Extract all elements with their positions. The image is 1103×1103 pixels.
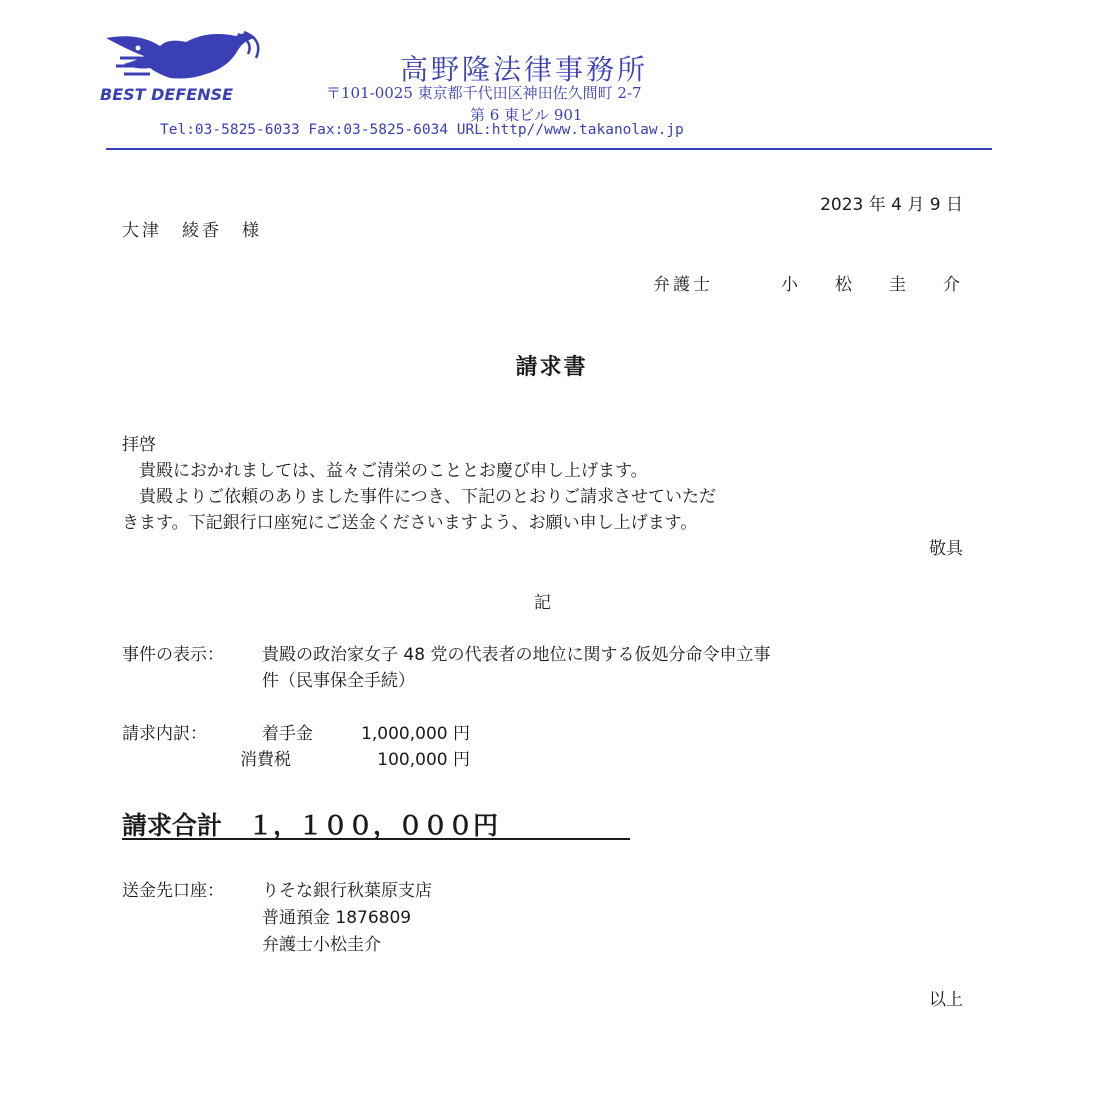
total-amount: １，１００，０００円	[248, 811, 499, 840]
sender-name-char: 松	[835, 275, 855, 295]
closing-salutation: 敬具	[929, 539, 963, 559]
ki-marker: 記	[534, 593, 551, 613]
firm-name: 高野隆法律事務所	[400, 53, 649, 86]
address-line-2: 第 6 東ビル 901	[470, 106, 583, 124]
total-underline	[122, 838, 630, 840]
letterhead-divider	[106, 148, 992, 150]
recipient-name: 大津 綾香 様	[122, 221, 262, 241]
paragraph-line: きます。下記銀行口座宛にご送金くださいますよう、お願い申し上げます。	[122, 513, 698, 533]
sender-name-char: 圭	[889, 275, 909, 295]
account-bank: りそな銀行秋葉原支店	[262, 881, 432, 901]
paragraph-line: 貴殿よりご依頼のありました事件につき、下記のとおりご請求させていただ	[122, 487, 716, 507]
end-marker: 以上	[929, 990, 963, 1010]
best-defense-logo	[98, 28, 268, 108]
case-description-line-1: 貴殿の政治家女子 48 党の代表者の地位に関する仮処分命令申立事	[262, 645, 771, 665]
case-label: 事件の表示：	[122, 645, 224, 665]
account-holder: 弁護士小松圭介	[262, 935, 381, 955]
document-title: 請求書	[515, 355, 588, 380]
breakdown-item-amount: 100,000 円	[377, 750, 470, 770]
account-number: 普通預金 1876809	[262, 908, 412, 928]
breakdown-item-name: 消費税	[240, 750, 291, 770]
paragraph-line: 貴殿におかれましては、益々ご清栄のこととお慶び申し上げます。	[122, 461, 648, 481]
sender-title: 弁護士	[653, 275, 713, 295]
breakdown-item-name: 着手金	[262, 724, 313, 744]
total-label: 請求合計	[122, 811, 223, 840]
sender-signature	[653, 270, 963, 295]
sender-name-char: 介	[943, 275, 963, 295]
greeting: 拝啓	[122, 435, 156, 455]
breakdown-item-amount: 1,000,000 円	[361, 724, 470, 744]
contact-info: Tel:03-5825-6033 Fax:03-5825-6034 URL:http//www.takanolaw.jp	[160, 122, 684, 138]
logo-text: BEST DEFENSE	[100, 85, 234, 104]
address-line-1: 〒101-0025 東京都千代田区神田佐久間町 2-7	[326, 84, 642, 102]
sender-name-char: 小	[781, 275, 801, 295]
account-label: 送金先口座：	[122, 881, 224, 901]
letter-date: 2023 年 4 月 9 日	[820, 195, 963, 215]
breakdown-label: 請求内訳：	[122, 724, 207, 744]
total-line	[122, 806, 498, 842]
case-description-line-2: 件（民事保全手続）	[262, 671, 415, 691]
